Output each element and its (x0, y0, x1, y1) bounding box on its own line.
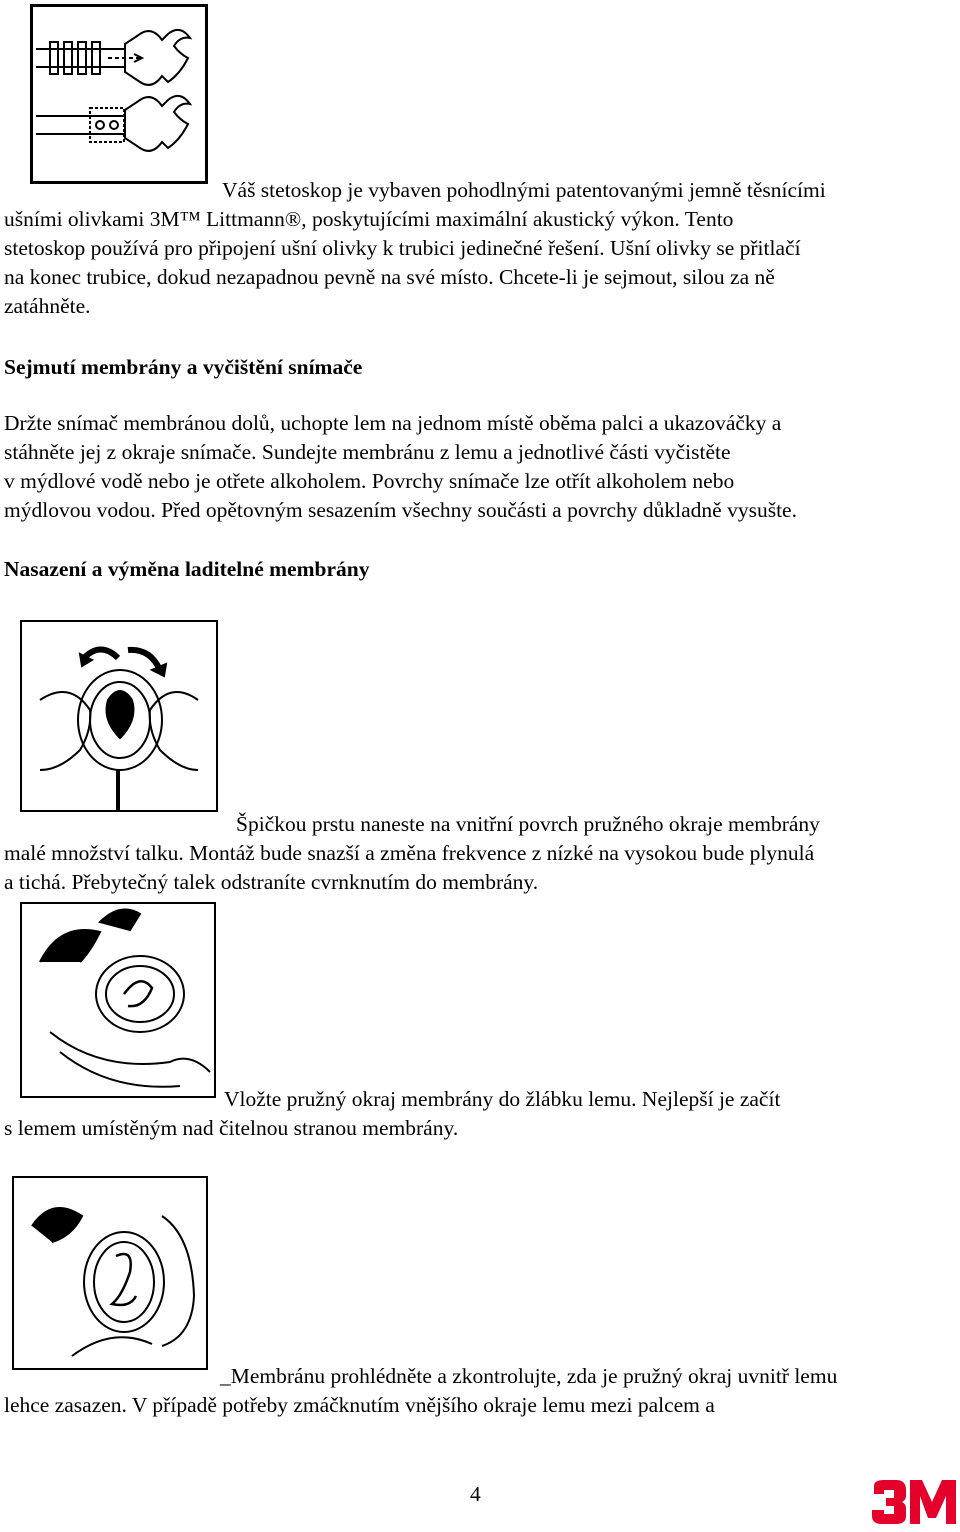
section-heading-fitting: Nasazení a výměna laditelné membrány (4, 557, 370, 581)
check-paragraph: _Membránu prohlédněte a zkontrolujte, zda je pružný okraj uvnitř lemu lehce zasazen. V případě potřeby zmáčknutím vnějšího okraje lemu mezi palcem a (4, 1364, 838, 1417)
talc-paragraph: Špičkou prstu naneste na vnitřní povrch pružného okraje membrány malé množství talku. Montáž bude snazší a změna frekvence z nízké na vysokou bude plynulá a tichá. Přebytečný talek odstraníte cvrnknutím do membrány. (4, 812, 820, 894)
page-number: 4 (470, 1482, 481, 1506)
section-heading-removal: Sejmutí membrány a vyčištění snímače (4, 355, 363, 379)
inserting-diaphragm (20, 902, 216, 1098)
eartip-diagram (30, 4, 208, 184)
3m-logo (870, 1478, 958, 1526)
cleaning-paragraph: Držte snímač membránou dolů, uchopte lem na jednom místě oběma palci a ukazováčky a stáhněte jej z okraje snímače. Sundejte membránu z lemu a jednotlivé části vyčistěte v mýdlové vodě nebo je otřete alkoholem. Povrchy snímače lze otřít alkoholem nebo mýdlovou vodou. Před opětovným sesazením všechny součásti a povrchy důkladně vysušte. (4, 411, 797, 522)
insert-paragraph: Vložte pružný okraj membrány do žlábku lemu. Nejlepší je začít s lemem umístěným nad čitelnou stranou membrány. (4, 1087, 781, 1140)
eartip-paragraph: Váš stetoskop je vybaven pohodlnými patentovanými jemně těsnícími ušními olivkami 3M™ Littmann®, poskytujícími maximální akustický výkon. Tento stetoskop používá pro připojení ušní olivky k trubici jedinečné řešení. Ušní olivky se přitlačí na konec trubice, dokud nezapadnou pevně na své místo. Chcete-li je sejmout, silou za ně zatáhněte. (4, 178, 826, 318)
checking-diaphragm (12, 1176, 208, 1370)
hands-removing-rim (20, 620, 218, 812)
